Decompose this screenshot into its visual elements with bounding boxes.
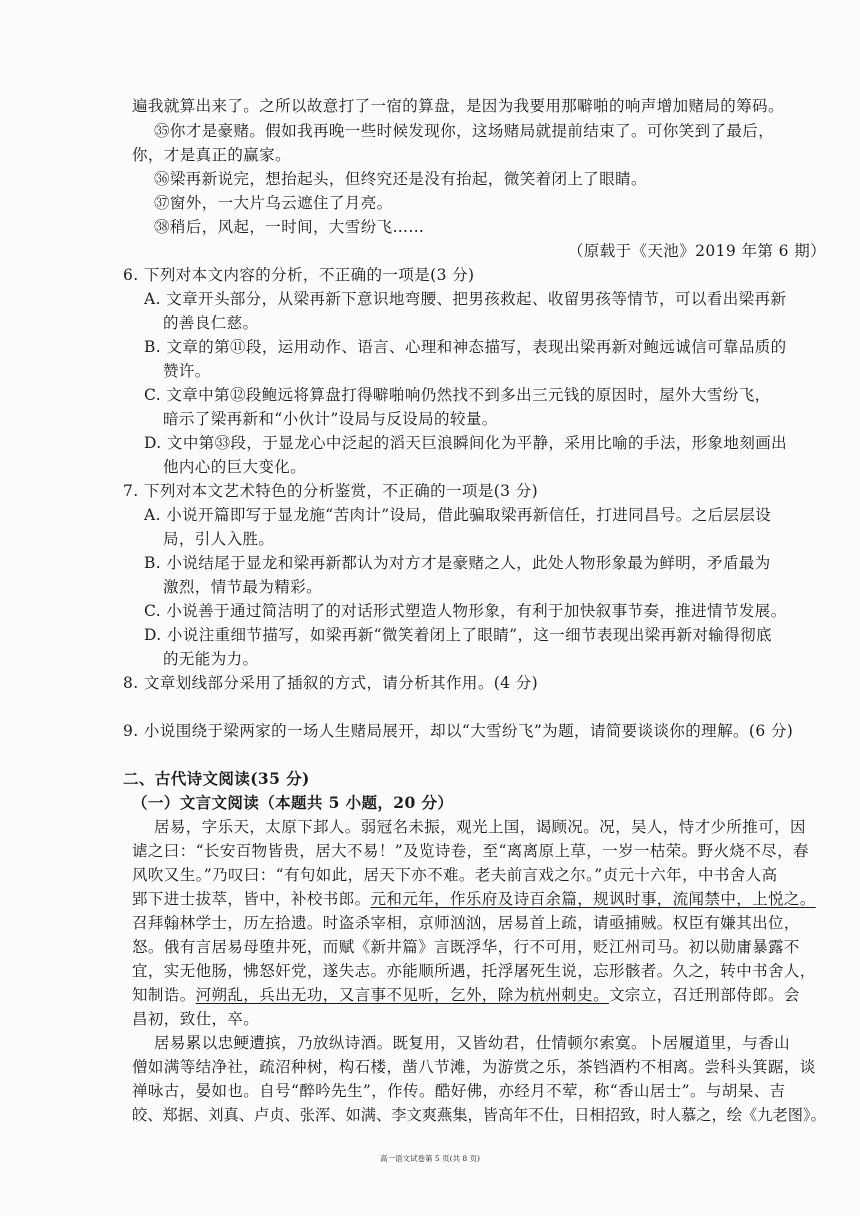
paragraph-35-cont: 你，才是真正的赢家。: [132, 146, 292, 164]
question-7-stem: 7. 下列对本文艺术特色的分析鉴赏，不正确的一项是(3 分): [123, 482, 539, 500]
underlined-sentence-2: 河朔乱，兵出无功，又言事不见听，乞外，除为杭州刺史。: [195, 986, 610, 1004]
q6-option-d: D. 文中第㉝段，于显龙心中泛起的滔天巨浪瞬间化为平静，采用比喻的手法，形象地刻画出: [144, 434, 788, 452]
passage-line-12: 禅咏古，晏如也。自号“醉吟先生”，作传。酷好佛，亦经月不荤，称“香山居士”。与胡杲、吉: [132, 1082, 786, 1100]
question-8: 8. 文章划线部分采用了插叙的方式，请分析其作用。(4 分): [123, 674, 539, 692]
passage-line-10: 居易累以忠鲠遭摈，乃放纵诗酒。既复用，又皆幼君，仕情顿尔索寞。卜居履道里，与香山: [154, 1034, 791, 1052]
q6-option-c-cont: 暗示了梁再新和“小伙计”设局与反设局的较量。: [163, 410, 498, 428]
question-6-stem: 6. 下列对本文内容的分析，不正确的一项是(3 分): [123, 266, 475, 284]
section-2-title: 二、古代诗文阅读(35 分): [123, 769, 310, 788]
q7-option-d-cont: 的无能为力。: [163, 650, 259, 668]
passage-line-8-tail: 文宗立，召迁刑部侍郎。会: [609, 986, 800, 1004]
page-footer: 高一语文试卷第 5 页(共 8 页): [380, 1154, 480, 1163]
passage-line-3: 风吹又生。”乃叹曰：“有句如此，居天下亦不难。老夫前言戏之尔。”贞元十六年，中书舍人高: [132, 866, 778, 884]
q7-option-c: C. 小说善于通过简洁明了的对话形式塑造人物形象，有利于加快叙事节奏，推进情节发展。: [144, 602, 787, 620]
passage-line-11: 僧如满等结净社，疏沼种树，构石楼，凿八节滩，为游赏之乐，茶铛酒杓不相离。尝科头箕踞，谈: [132, 1058, 816, 1076]
underlined-sentence-1: 元和元年，作乐府及诗百余篇，规讽时事，流闻禁中，上悦之。: [370, 890, 816, 908]
passage-line-4: [132, 888, 816, 910]
q7-option-a-cont: 局，引人入胜。: [163, 530, 275, 548]
passage-line-8: [132, 984, 800, 1006]
passage-line-9: 昌初，致仕，卒。: [132, 1010, 260, 1028]
q7-option-b-cont: 激烈，情节最为精彩。: [163, 578, 323, 596]
q6-option-a-cont: 的善良仁慈。: [163, 314, 259, 332]
paragraph-38: ㊳稍后，风起，一时间，大雪纷飞……: [154, 218, 425, 236]
q6-option-b: B. 文章的第⑪段，运用动作、语言、心理和神态描写，表现出梁再新对鲍远诚信可靠品质的: [144, 338, 787, 356]
paragraph-36: ㊱梁再新说完，想抬起头，但终究还是没有抬起，微笑着闭上了眼睛。: [154, 170, 647, 188]
q7-option-a: A. 小说开篇即写于显龙施“苦肉计”设局，借此骗取梁再新信任，打进同昌号。之后层层设: [144, 506, 772, 524]
passage-line-4-text: 郢下进士拔萃，皆中，补校书郎。: [132, 890, 371, 908]
passage-line-1: 居易，字乐天，太原下邽人。弱冠名未振，观光上国，谒顾况。况，吴人，恃才少所推可，因: [154, 818, 806, 836]
q6-option-d-cont: 他内心的巨大变化。: [163, 458, 307, 476]
q7-option-d: D. 小说注重细节描写，如梁再新“微笑着闭上了眼睛”，这一细节表现出梁再新对输得彻底: [144, 626, 772, 644]
passage-line-6: 怒。俄有言居易母堕井死，而赋《新井篇》言既浮华，行不可用，贬江州司马。初以勋庸暴露不: [132, 938, 800, 956]
source-note: （原载于《天池》2019 年第 6 期）: [567, 242, 826, 260]
story-paragraph-end: 遍我就算出来了。之所以故意打了一宿的算盘，是因为我要用那噼啪的响声增加赌局的筹码。: [132, 97, 784, 115]
question-9: 9. 小说围绕于梁两家的一场人生赌局展开，却以“大雪纷飞”为题，请简要谈谈你的理解。(6 分): [123, 722, 794, 740]
passage-line-8-text: 知制诰。: [132, 986, 196, 1004]
paragraph-35: ㉟你才是豪赌。假如我再晚一些时候发现你，这场赌局就提前结束了。可你笑到了最后，: [154, 122, 775, 140]
q6-option-a: A. 文章开头部分，从梁再新下意识地弯腰、把男孩救起、收留男孩等情节，可以看出梁再新: [144, 290, 787, 308]
paragraph-37: ㊲窗外，一大片乌云遮住了月亮。: [154, 194, 393, 212]
q6-option-b-cont: 赞许。: [163, 362, 211, 380]
section-2-subtitle: （一）文言文阅读（本题共 5 小题，20 分）: [132, 793, 454, 812]
passage-line-2: 谑之曰：“长安百物皆贵，居大不易！”及览诗卷，至“离离原上草，一岁一枯荣。野火烧不尽，春: [132, 842, 809, 860]
passage-line-7: 宜，实无他肠，怫怒奸党，遂失志。亦能顺所遇，托浮屠死生说，忘形骸者。久之，转中书舍人，: [132, 962, 816, 980]
q6-option-c: C. 文章中第⑫段鲍远将算盘打得噼啪响仍然找不到多出三元钱的原因时，屋外大雪纷飞，: [144, 386, 771, 404]
q7-option-b: B. 小说结尾于显龙和梁再新都认为对方才是豪赌之人，此处人物形象最为鲜明，矛盾最为: [144, 554, 771, 572]
passage-line-13: 皎、郑据、刘真、卢贞、张浑、如满、李文爽燕集，皆高年不仕，日相招致，时人慕之，绘《九老图》。: [132, 1106, 826, 1124]
passage-line-5: 召拜翰林学士，历左拾遗。时盗杀宰相，京师汹汹，居易首上疏，请亟捕贼。权臣有嫌其出位，: [132, 914, 800, 932]
